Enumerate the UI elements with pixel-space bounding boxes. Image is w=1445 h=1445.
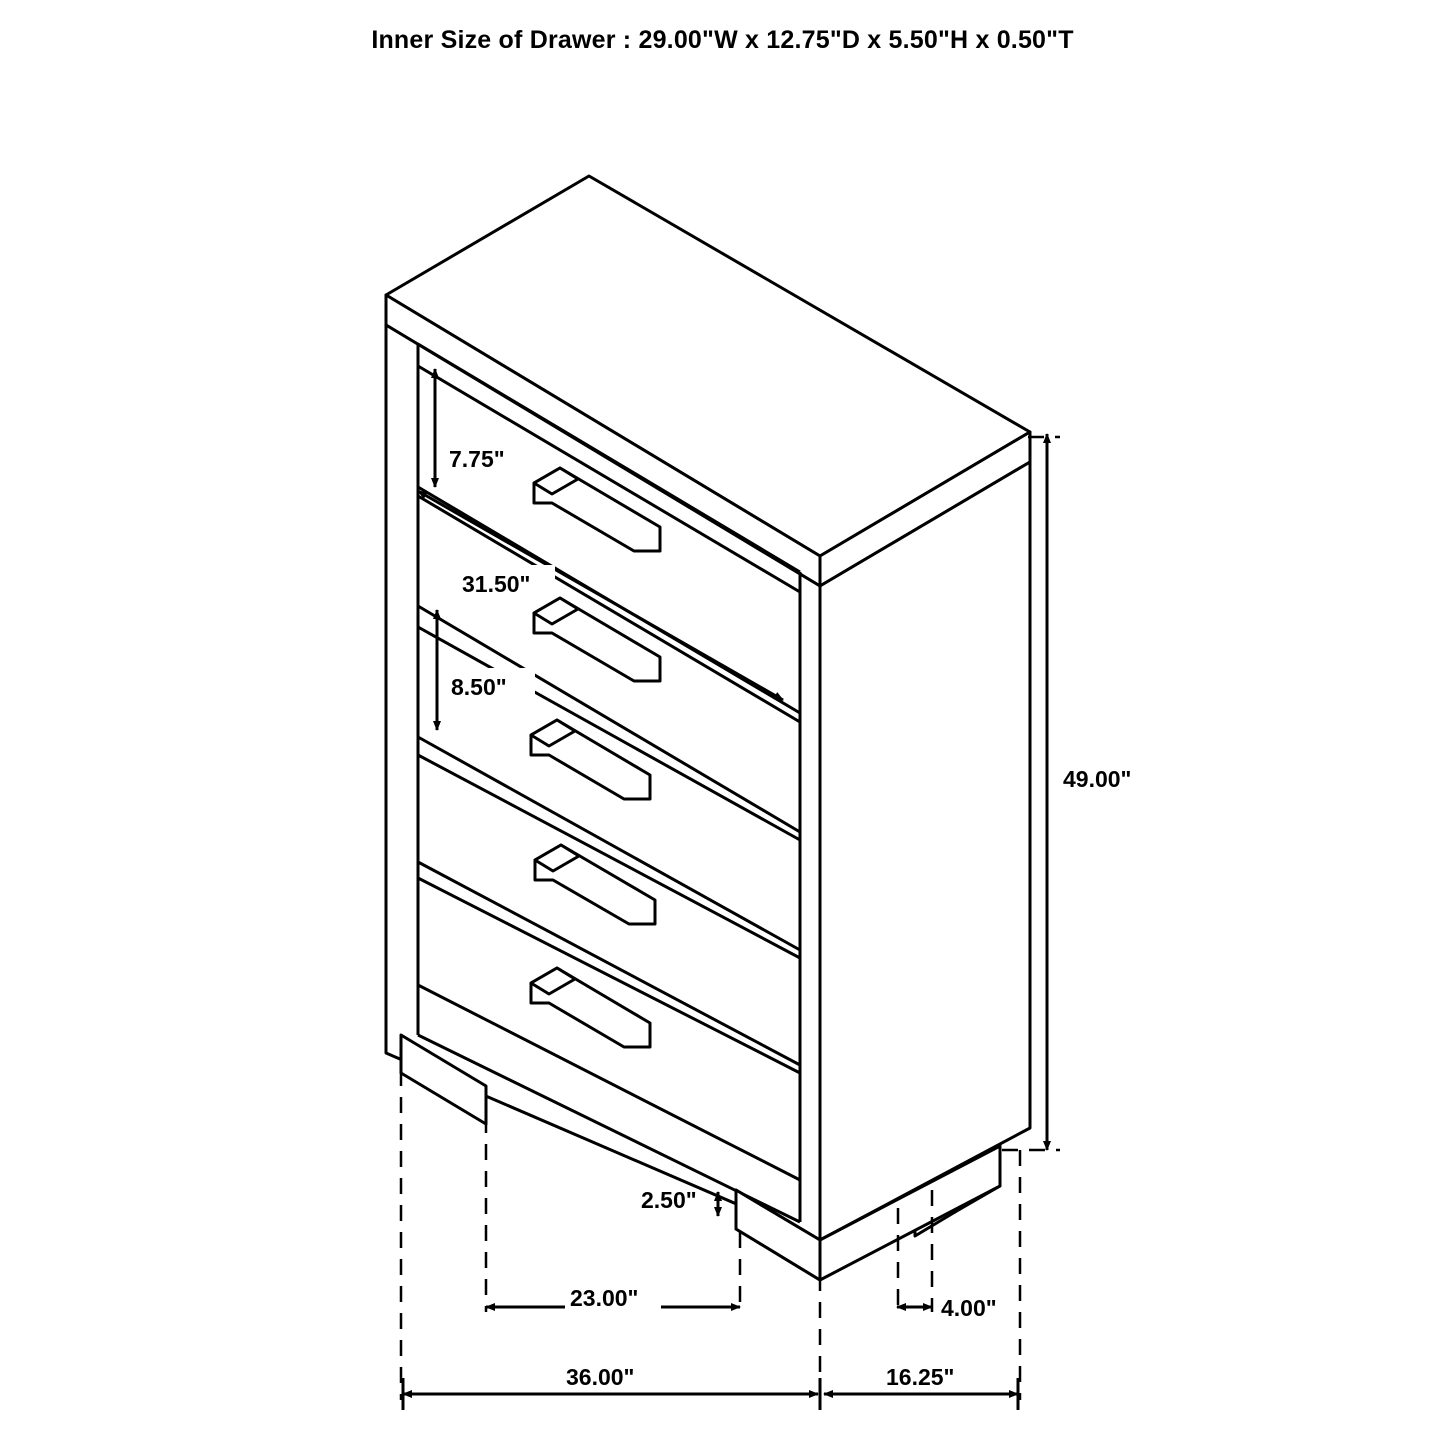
dim-label-leg-offset: 4.00" [941,1295,997,1321]
page-title: Inner Size of Drawer : 29.00"W x 12.75"D x 5.50"H x 0.50"T [371,26,1074,54]
dim-label-drawer-front-width: 31.50" [462,571,531,597]
chest-side-face [820,462,1030,1240]
dim-label-overall-height: 49.00" [1063,766,1132,792]
dim-label-overall-depth: 16.25" [886,1364,955,1390]
dim-label-leg-height: 2.50" [641,1187,697,1213]
dim-label-leg-span: 23.00" [570,1285,639,1311]
dim-label-lower-drawer-height: 8.50" [451,674,507,700]
dim-label-overall-width: 36.00" [566,1364,635,1390]
dim-label-top-drawer-height: 7.75" [449,446,505,472]
